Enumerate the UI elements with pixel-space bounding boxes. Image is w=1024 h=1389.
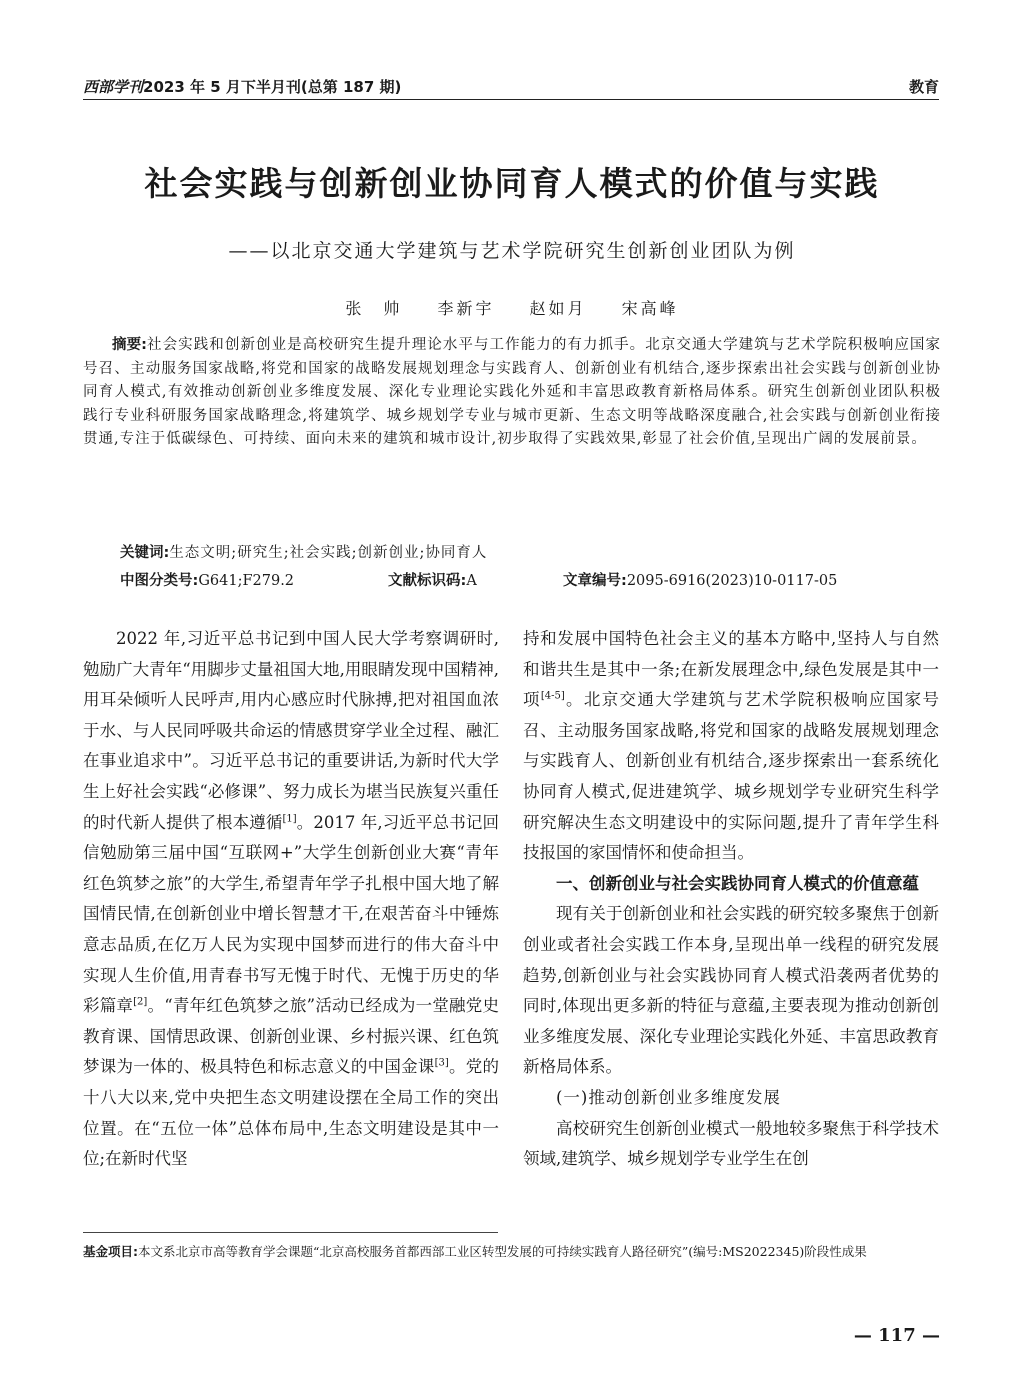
clc-code (120, 569, 294, 590)
subsection-heading: (一)推动创新创业多维度发展 (556, 1087, 781, 1107)
keywords-text: 生态文明;研究生;社会实践;创新创业;协同育人 (169, 545, 488, 561)
article-number (563, 569, 837, 590)
keywords (120, 541, 487, 562)
running-header (83, 73, 939, 99)
footnote (83, 1241, 941, 1263)
doc-label: 文献标识码: (388, 573, 467, 589)
journal-logo: 西部学刊 (83, 78, 144, 96)
article-subtitle: ——以北京交通大学建筑与艺术学院研究生创新创业团队为例 (228, 240, 796, 262)
body-column-right (523, 624, 939, 1175)
body-text: 。党的十八大以来,党中央把生态文明建设摆在全局工作的突出位置。在“五位一体”总体布局中,生态文明建设是其中一位;在新时代坚 (83, 1057, 500, 1169)
author-name: 李新宇 (437, 299, 495, 318)
article-title: 社会实践与创新创业协同育人模式的价值与实践 (144, 164, 880, 203)
body-paragraph: 现有关于创新创业和社会实践的研究较多聚焦于创新创业或者社会实践工作本身,呈现出单一线程的研究发展趋势,创新创业与社会实践协同育人模式沿袭两者优势的同时,体现出更多新的特征与意蕴,主要表现为推动创新创业多维度发展、深化专业理论实践化外延、丰富思政教育新格局体系。 (523, 904, 939, 1077)
issue-info: 2023 年 5 月下半月刊(总第 187 期) (143, 78, 402, 96)
body-paragraph (523, 624, 939, 869)
author-name: 张 帅 (345, 299, 403, 318)
doc-value: A (466, 573, 477, 589)
art-value: 2095-6916(2023)10-0117-05 (626, 573, 838, 589)
citation-ref[interactable]: [2] (133, 996, 148, 1008)
keywords-label: 关键词: (120, 545, 170, 561)
citation-ref[interactable]: [4-5] (540, 690, 565, 702)
abstract-label: 摘要: (112, 337, 147, 353)
footnote-divider (83, 1232, 498, 1233)
doc-code (388, 569, 477, 590)
body-column-left (83, 624, 499, 1175)
header-divider (83, 99, 939, 100)
body-text: 。“青年红色筑梦之旅”活动已经成为一堂融党史教育课、国情思政课、创新创业课、乡村振兴课、红色筑梦课为一体的、极具特色和标志意义的中国金课 (83, 996, 499, 1077)
section-name: 教育 (908, 78, 939, 96)
body-text: 。2017 年,习近平总书记回信勉励第三届中国“互联网+”大学生创新创业大赛“青年红色筑梦之旅”的大学生,希望青年学子扎根中国大地了解国情民情,在创新创业中增长智慧才干,在艰苦奋斗中锤炼意志品质,在亿万人民为实现中国梦而进行的伟大奋斗中实现人生价值,用青春书写无愧于时代、无愧于历史的华彩篇章 (83, 812, 499, 1016)
author-name: 宋高峰 (621, 299, 679, 318)
footnote-label: 基金项目: (83, 1244, 138, 1259)
body-paragraph: 高校研究生创新创业模式一般地较多聚焦于科学技术领域,建筑学、城乡规划学专业学生在创 (523, 1118, 939, 1169)
footnote-text: 本文系北京市高等教育学会课题“北京高校服务首都西部工业区转型发展的可持续实践育人路径研究”(编号:MS2022345)阶段性成果 (138, 1244, 867, 1259)
citation-ref[interactable]: [1] (282, 813, 297, 825)
body-text: 。北京交通大学建筑与艺术学院积极响应国家号召、主动服务国家战略,将党和国家的战略发展规划理念与实践育人、创新创业有机结合,逐步探索出一套系统化协同育人模式,促进建筑学、城乡规划学专业研究生科学研究解决生态文明建设中的实际问题,提升了青年学生科技报国的家国情怀和使命担当。 (523, 690, 940, 863)
citation-ref[interactable]: [3] (434, 1057, 449, 1069)
art-label: 文章编号: (563, 573, 627, 589)
body-text: 2022 年,习近平总书记到中国人民大学考察调研时,勉励广大青年“用脚步丈量祖国大地,用眼睛发现中国精神,用耳朵倾听人民呼声,用内心感应时代脉搏,把对祖国血浓于水、与人民同呼吸共命运的情感贯穿学业全过程、融汇在事业追求中”。习近平总书记的重要讲话,为新时代大学生上好社会实践“必修课”、努力成长为堪当民族复兴重任的时代新人提供了根本遵循 (83, 629, 499, 832)
clc-label: 中图分类号: (120, 573, 199, 589)
abstract (83, 334, 941, 452)
journal-issue (83, 76, 401, 97)
author-list (83, 296, 941, 319)
body-text: 持和发展中国特色社会主义的基本方略中,坚持人与自然和谐共生是其中一条;在新发展理念中,绿色发展是其中一项 (523, 629, 939, 710)
clc-value: G641;F279.2 (198, 573, 295, 589)
section-heading: 一、创新创业与社会实践协同育人模式的价值意蕴 (556, 873, 919, 893)
abstract-text: 社会实践和创新创业是高校研究生提升理论水平与工作能力的有力抓手。北京交通大学建筑与艺术学院积极响应国家号召、主动服务国家战略,将党和国家的战略发展规划理念与实践育人、创新创业有机结合,逐步探索出社会实践与创新创业协同育人模式,有效推动创新创业多维度发展、深化专业理论实践化外延和丰富思政教育新格局体系。研究生创新创业团队积极践行专业科研服务国家战略理念,将建筑学、城乡规划学专业与城市更新、生态文明等战略深度融合,社会实践与创新创业衔接贯通,专注于低碳绿色、可持续、面向未来的建筑和城市设计,初步取得了实践效果,彰显了社会价值,呈现出广阔的发展前景。 (83, 337, 941, 448)
author-name: 赵如月 (529, 299, 587, 318)
body-paragraph (83, 624, 499, 1175)
page-number: — 117 — (853, 1325, 940, 1346)
